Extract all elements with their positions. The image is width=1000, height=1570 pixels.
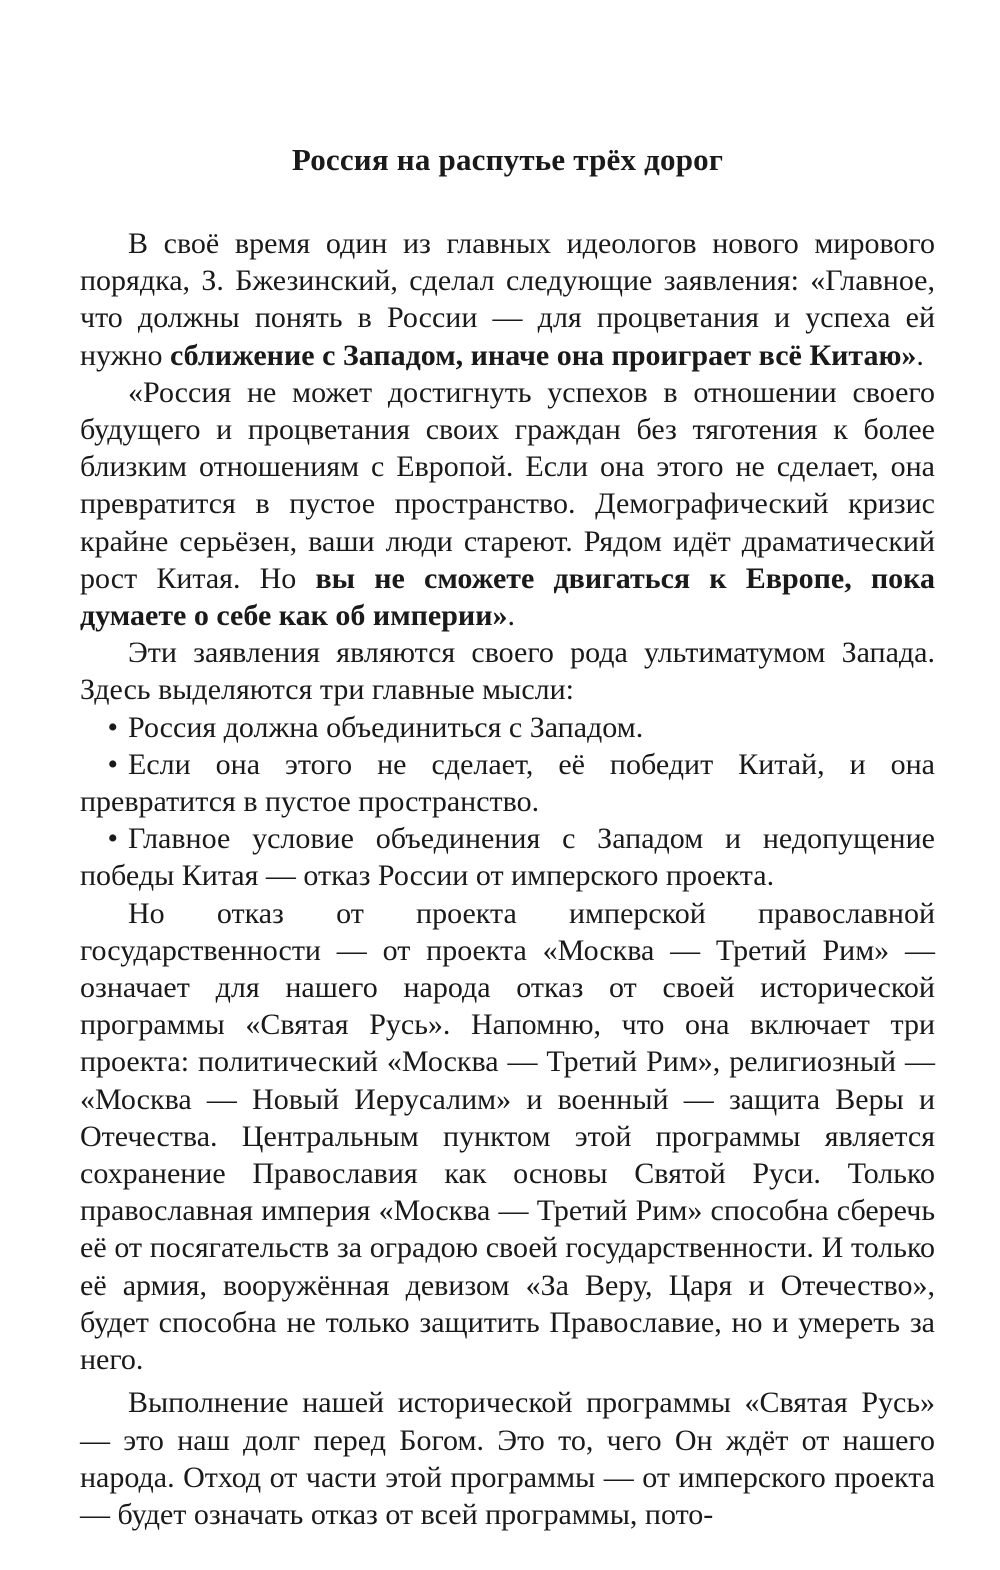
paragraph-3: Эти заявления являются своего рода ультиматумом Запада. Здесь выделяются три главные мысли: — [80, 636, 935, 707]
paragraph-2-text: «Россия не может достигнуть успехов в отношении своего будущего и процветания своих граждан без тяготения к более близким отношениям с Европой. Если она этого не сделает, она превратится в пустое пространство. Демографический кризис крайне серьёзен, ваши люди стареют. Рядом идёт драматический рост Китая. Но — [80, 375, 935, 595]
bullet-item — [80, 709, 935, 746]
paragraph-1-bold: сближение с Западом, иначе она проиграет всё Китаю» — [169, 338, 917, 372]
paragraph-2 — [80, 374, 935, 634]
bullet-dot: • — [107, 822, 118, 856]
bullet-dot: • — [107, 710, 118, 744]
paragraph-1 — [80, 225, 935, 374]
bullet-text: Россия должна объединиться с Западом. — [128, 710, 644, 744]
chapter-body — [80, 225, 935, 1533]
paragraph-5: Выполнение нашей исторической программы «Святая Русь» — это наш долг перед Богом. Это то, чего Он ждёт от нашего народа. Отход от части этой программы — от имперского проекта — будет означать отказ от всей программы, пото- — [80, 1386, 935, 1531]
paragraph-1-text: В своё время один из главных идеологов нового мирового порядка, З. Бжезинский, сделал следующие заявления: «Главное, что должны понять в России — для процветания и успеха ей нужно — [80, 227, 935, 372]
paragraph-2-bold: вы не сможете двигаться к Европе, пока думаете о себе как об империи» — [80, 561, 936, 633]
bullet-dot: • — [107, 747, 118, 781]
paragraph-4: Но отказ от проекта имперской православной государственности — от проекта «Москва — Третий Рим» — означает для нашего народа отказ от своей исторической программы «Святая Русь». Напомню, что она включает три проекта: политический «Москва — Третий Рим», религиозный — «Москва — Новый Иерусалим» и военный — защита Веры и Отечества. Центральным пунктом этой программы является сохранение Православия как основы Святой Руси. Только православная империя «Москва — Третий Рим» способна сберечь её от посягательств за оградою своей государственности. И только её армия, вооружённая девизом «За Веру, Царя и Отечество», будет способна не только защитить Православие, но и умереть за него. — [80, 896, 935, 1377]
book-page — [80, 0, 935, 1570]
paragraph-2-end: . — [507, 599, 515, 633]
chapter-title: Россия на распутье трёх дорог — [291, 142, 724, 177]
bullet-text: Если она этого не сделает, её победит Китай, и она превратится в пустое пространство. — [80, 747, 935, 819]
bullet-item — [80, 820, 935, 894]
paragraph-1-end: . — [916, 338, 924, 372]
bullet-text: Главное условие объединения с Западом и недопущение победы Китая — отказ России от имперского проекта. — [80, 822, 935, 893]
bullet-item — [80, 746, 935, 820]
